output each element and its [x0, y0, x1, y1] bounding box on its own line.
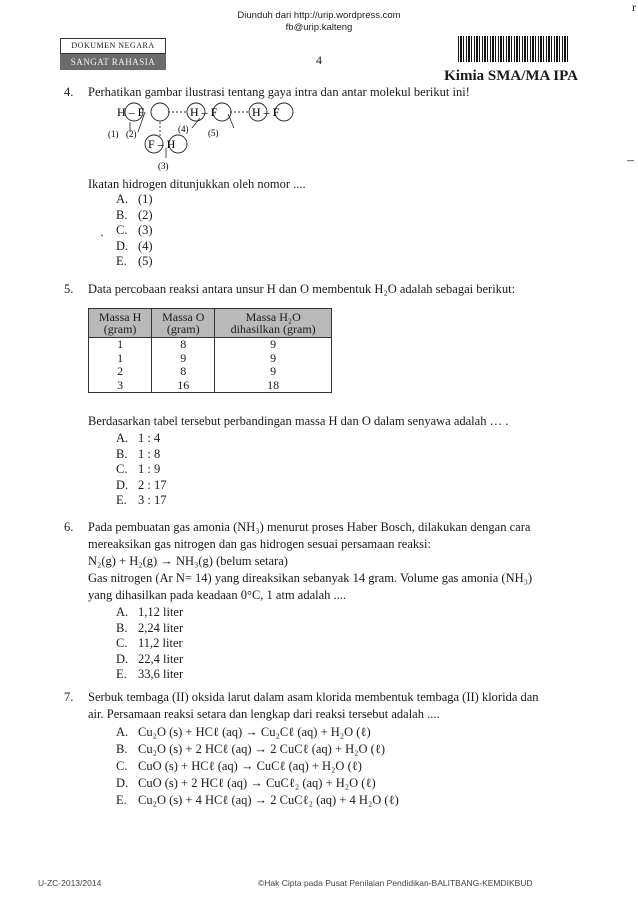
- option-d[interactable]: [116, 478, 166, 494]
- option-text: 2,24 liter: [138, 620, 184, 635]
- option-letter: B.: [116, 620, 128, 635]
- question-4-options: [116, 192, 153, 270]
- mass-data-table: [88, 308, 332, 393]
- option-letter: E.: [116, 793, 127, 807]
- header-line: (gram): [103, 322, 137, 336]
- option-b[interactable]: [116, 621, 183, 637]
- option-letter: B.: [116, 446, 128, 461]
- molecule-3: H – F: [252, 105, 280, 119]
- option-text: CuO (s) + HCℓ (aq) → CuCℓ (aq) + H₂O (ℓ): [138, 759, 362, 773]
- option-letter: E.: [116, 254, 127, 268]
- pencil-tick-mark: ˎ: [100, 223, 104, 237]
- option-letter: B.: [116, 742, 128, 756]
- option-b[interactable]: [116, 447, 166, 463]
- molecule-1: H – F: [117, 105, 145, 119]
- option-c[interactable]: [116, 758, 399, 775]
- header-massa-o: [152, 309, 215, 338]
- option-c[interactable]: [116, 223, 153, 239]
- table-cell: 1: [89, 352, 152, 366]
- source-url-line: Diunduh dari http://urip.wordpress.com: [237, 10, 401, 21]
- option-e[interactable]: [116, 254, 153, 270]
- option-text: 11,2 liter: [138, 636, 183, 650]
- option-text: Cu₂O (s) + 2 HCℓ (aq) → 2 CuCℓ (aq) + H₂O (ℓ): [138, 742, 385, 756]
- option-text: Cu₂O (s) + 4 HCℓ (aq) → 2 CuCℓ₂ (aq) + 4 H₂O (ℓ): [138, 793, 399, 807]
- option-c[interactable]: [116, 636, 183, 652]
- option-text: 1 : 4: [138, 431, 161, 445]
- margin-mark: –: [627, 153, 634, 168]
- secret-label: SANGAT RAHASIA: [60, 54, 166, 70]
- label-5: (5): [208, 128, 219, 138]
- option-letter: C.: [116, 462, 128, 476]
- option-text: (3): [138, 223, 153, 237]
- question-6-line: mereaksikan gas nitrogen dan gas hidrogen sesuai persamaan reaksi:: [88, 537, 431, 551]
- option-letter: C.: [116, 636, 128, 650]
- option-b[interactable]: [116, 741, 399, 758]
- option-text: (2): [138, 207, 153, 222]
- question-7-body: [88, 689, 568, 723]
- option-letter: C.: [116, 223, 128, 237]
- molecule-2: H – F: [190, 105, 218, 119]
- option-letter: E.: [116, 667, 127, 681]
- header-line: (gram): [166, 322, 200, 336]
- question-number-5: 5.: [64, 282, 74, 296]
- option-letter: C.: [116, 759, 128, 773]
- question-5-options: [116, 431, 166, 509]
- question-7-options: [116, 724, 399, 809]
- header-line: Massa O: [162, 310, 205, 324]
- question-4-text: Perhatikan gambar ilustrasi tentang gaya intra dan antar molekul berikut ini!: [88, 85, 470, 99]
- table-cell: 8: [152, 365, 215, 379]
- option-text: (5): [138, 254, 153, 268]
- option-b[interactable]: [116, 208, 153, 224]
- table-cell: 16: [152, 379, 215, 393]
- question-number-6: 6.: [64, 520, 74, 534]
- option-a[interactable]: [116, 192, 153, 208]
- option-d[interactable]: [116, 652, 183, 668]
- table-cell: 18: [215, 379, 332, 393]
- option-text: (4): [138, 238, 153, 253]
- source-url: [0, 10, 638, 34]
- option-letter: A.: [116, 725, 129, 739]
- barcode: [458, 36, 570, 62]
- option-text: 1 : 9: [138, 462, 161, 476]
- option-letter: E.: [116, 493, 127, 507]
- arrow-5: [228, 114, 234, 128]
- option-letter: A.: [116, 192, 129, 206]
- question-number-7: 7.: [64, 690, 74, 704]
- atom-circle: [151, 103, 169, 121]
- option-a[interactable]: [116, 605, 183, 621]
- question-7-line: Serbuk tembaga (II) oksida larut dalam asam klorida membentuk tembaga (II) klorida dan: [88, 690, 539, 704]
- label-1: (1): [108, 129, 119, 139]
- footer-code: U-ZC-2013/2014: [38, 878, 102, 888]
- option-text: 33,6 liter: [138, 667, 184, 681]
- option-e[interactable]: [116, 792, 399, 809]
- option-a[interactable]: [116, 724, 399, 741]
- option-text: 1,12 liter: [138, 605, 184, 619]
- option-text: 3 : 17: [138, 493, 167, 507]
- question-6-options: [116, 605, 183, 683]
- option-letter: B.: [116, 207, 128, 222]
- option-c[interactable]: [116, 462, 166, 478]
- header-line: Massa H₂O: [245, 310, 301, 324]
- option-text: (1): [138, 192, 153, 206]
- arrow-4: [192, 118, 200, 128]
- header-massa-h2o: [215, 309, 332, 338]
- table-row: [89, 365, 332, 379]
- question-6-line: Gas nitrogen (Ar N= 14) yang direaksikan sebanyak 14 gram. Volume gas amonia (NH₃): [88, 571, 533, 585]
- option-letter: D.: [116, 651, 129, 666]
- question-7-prompt: air. Persamaan reaksi setara dan lengkap dari reaksi tersebut adalah ....: [88, 707, 440, 721]
- question-6-body: [88, 519, 568, 604]
- table-row: [89, 379, 332, 393]
- label-3: (3): [158, 161, 169, 171]
- option-e[interactable]: [116, 493, 166, 509]
- document-label: DOKUMEN NEGARA: [60, 38, 166, 54]
- table-header-row: [89, 309, 332, 338]
- table-cell: 3: [89, 379, 152, 393]
- option-text: Cu₂O (s) + HCℓ (aq) → Cu₂Cℓ (aq) + H₂O (ℓ): [138, 725, 371, 739]
- hf-molecule-diagram: [100, 100, 300, 174]
- page-number: 4: [316, 53, 322, 67]
- label-4: (4): [178, 124, 189, 134]
- option-letter: D.: [116, 477, 129, 492]
- footer-copyright: ©Hak Cipta pada Pusat Penilaian Pendidikan-BALITBANG-KEMDIKBUD: [258, 878, 533, 888]
- table-cell: 1: [89, 338, 152, 352]
- option-d[interactable]: [116, 239, 153, 255]
- table-cell: 2: [89, 365, 152, 379]
- question-number-4: 4.: [64, 85, 74, 99]
- corner-mark: r: [632, 0, 636, 14]
- header-line: dihasilkan (gram): [230, 322, 316, 336]
- table-cell: 9: [152, 352, 215, 366]
- question-6-prompt: yang dihasilkan pada keadaan 0°C, 1 atm adalah ....: [88, 588, 347, 602]
- table-row: [89, 352, 332, 366]
- source-fb-line: fb@urip.kalteng: [285, 22, 353, 33]
- question-6-equation: N₂(g) + H₂(g) → NH₃(g) (belum setara): [88, 554, 288, 568]
- header-massa-h: [89, 309, 152, 338]
- option-letter: D.: [116, 776, 129, 790]
- table-cell: 9: [215, 338, 332, 352]
- table-cell: 8: [152, 338, 215, 352]
- label-2: (2): [126, 129, 137, 139]
- molecule-4: F – H: [148, 137, 176, 151]
- question-5-text: Data percobaan reaksi antara unsur H dan O membentuk H₂O adalah sebagai berikut:: [88, 282, 516, 296]
- question-5-prompt: Berdasarkan tabel tersebut perbandingan massa H dan O dalam senyawa adalah … .: [88, 414, 509, 428]
- subject-title: Kimia SMA/MA IPA: [444, 68, 578, 84]
- option-letter: A.: [116, 605, 129, 619]
- table-cell: 9: [215, 352, 332, 366]
- option-d[interactable]: [116, 775, 399, 792]
- header-line: Massa H: [98, 310, 142, 324]
- option-letter: A.: [116, 431, 129, 445]
- question-4-prompt: Ikatan hidrogen ditunjukkan oleh nomor ....: [88, 177, 306, 191]
- question-6-line: Pada pembuatan gas amonia (NH₃) menurut proses Haber Bosch, dilakukan dengan cara: [88, 520, 531, 534]
- table-row: [89, 338, 332, 352]
- option-letter: D.: [116, 238, 129, 253]
- option-a[interactable]: [116, 431, 166, 447]
- option-text: 22,4 liter: [138, 651, 184, 666]
- option-e[interactable]: [116, 667, 183, 683]
- option-text: CuO (s) + 2 HCℓ (aq) → CuCℓ₂ (aq) + H₂O (ℓ): [138, 776, 376, 790]
- option-text: 1 : 8: [138, 446, 161, 461]
- table-cell: 9: [215, 365, 332, 379]
- option-text: 2 : 17: [138, 477, 167, 492]
